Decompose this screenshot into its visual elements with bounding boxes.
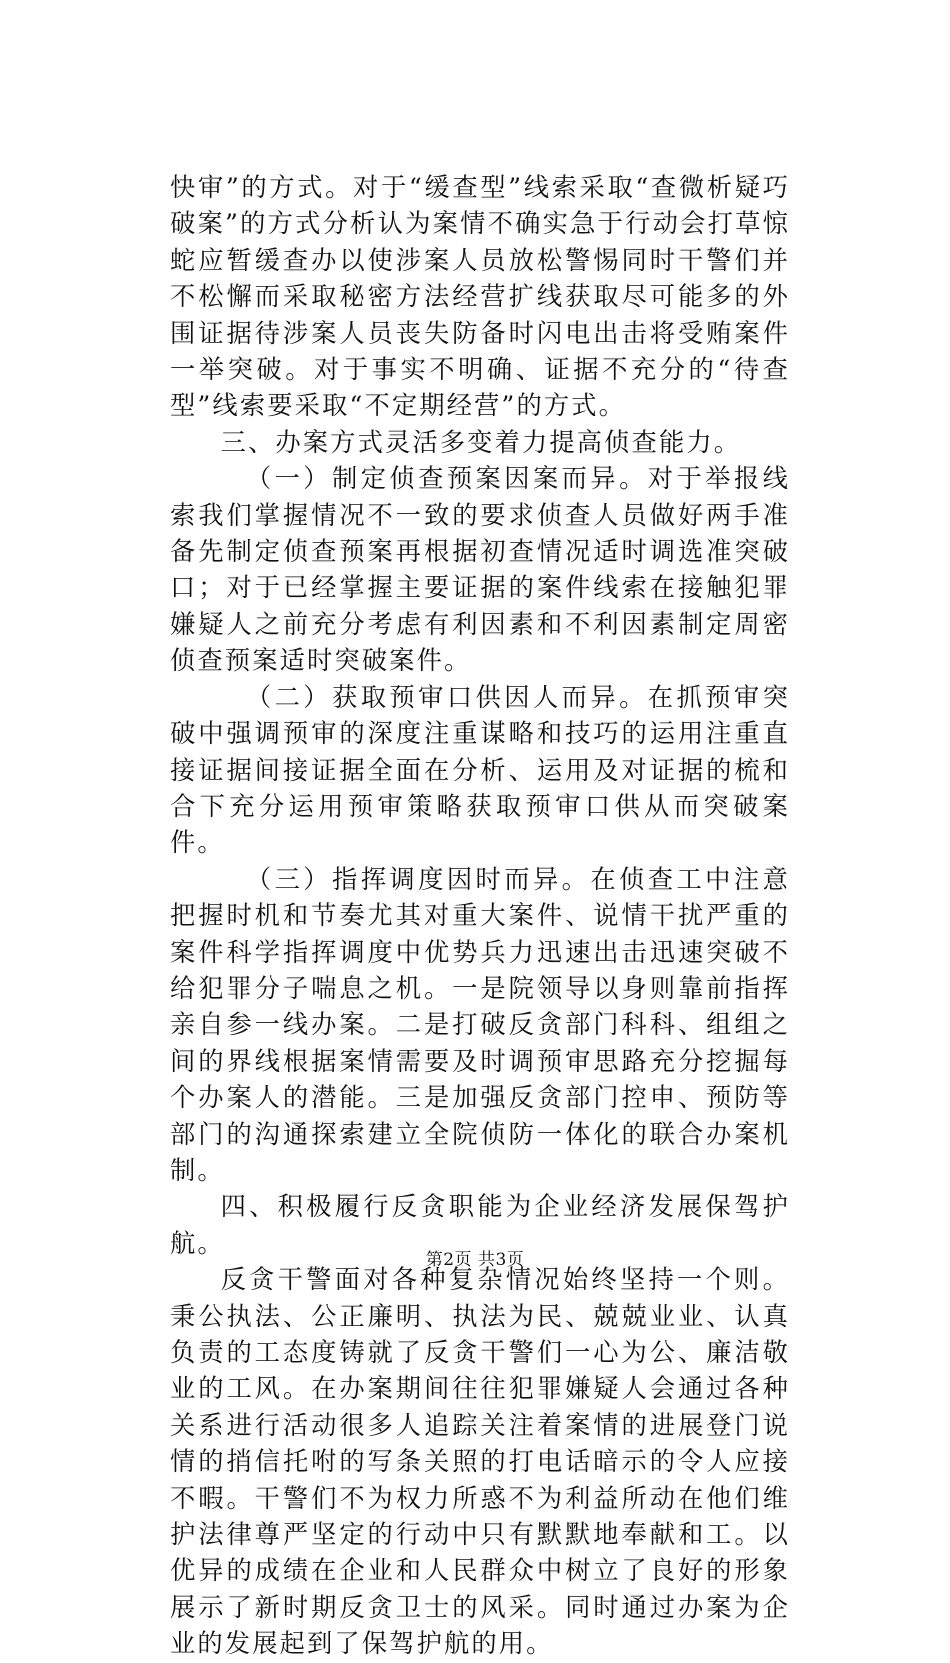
section-heading-three: 三、办案方式灵活多变着力提高侦查能力。 (220, 427, 742, 457)
page-number-footer: 第2页 共3页 (425, 1250, 525, 1270)
section-heading-four: 四、积极履行反贪职能为企业经济发展保驾护航。 (170, 1192, 790, 1258)
paragraph-sub-two: （二）获取预审口供因人而异。在抓预审突破中强调预审的深度注重谋略和技巧的运用注重直接证据间接证据全面在分析、运用及对证据的梳和合下充分运用预审策略获取预审口供从而突破案件。 (170, 682, 790, 858)
paragraph-continuation: 快审”的方式。对于“缓查型”线索采取“查微析疑巧破案”的方式分析认为案情不确实急于行动会打草惊蛇应暂缓查办以使涉案人员放松警惕同时干警们并不松懈而采取秘密方法经营扩线获取尽可能多的外围证据待涉案人员丧失防备时闪电出击将受贿案件一举突破。对于事实不明确、证据不充分的“待查型”线索要采取“不定期经营”的方式。 (170, 173, 790, 421)
paragraph-sub-three: （三）指挥调度因时而异。在侦查工中注意把握时机和节奏尤其对重大案件、说情干扰严重的案件科学指挥调度中优势兵力迅速出击迅速突破不给犯罪分子喘息之机。一是院领导以身则靠前指挥亲自参一线办案。二是打破反贪部门科科、组组之间的界线根据案情需要及时调预审思路充分挖掘每个办案人的潜能。三是加强反贪部门控申、预防等部门的沟通探索建立全院侦防一体化的联合办案机制。 (170, 864, 790, 1185)
paragraph-section-four: 反贪干警面对各种复杂情况始终坚持一个则。秉公执法、公正廉明、执法为民、兢兢业业、认真负责的工态度铸就了反贪干警们一心为公、廉洁敬业的工风。在办案期间往往犯罪嫌疑人会通过各种关系进行活动很多人追踪关注着案情的进展登门说情的捎信托咐的写条关照的打电话暗示的令人应接不暇。干警们不为权力所惑不为利益所动在他们维护法律尊严坚定的行动中只有默默地奉献和工。以优异的成绩在企业和人民群众中树立了良好的形象展示了新时期反贪卫士的风采。同时通过办案为企业的发展起到了保驾护航的用。 (170, 1265, 790, 1659)
paragraph-sub-one: （一）制定侦查预案因案而异。对于举报线索我们掌握情况不一致的要求侦查人员做好两手准备先制定侦查预案再根据初查情况适时调选准突破口；对于已经掌握主要证据的案件线索在接触犯罪嫌疑人之前充分考虑有利因素和不利因素制定周密侦查预案适时突破案件。 (170, 464, 790, 676)
document-body (170, 170, 790, 1663)
